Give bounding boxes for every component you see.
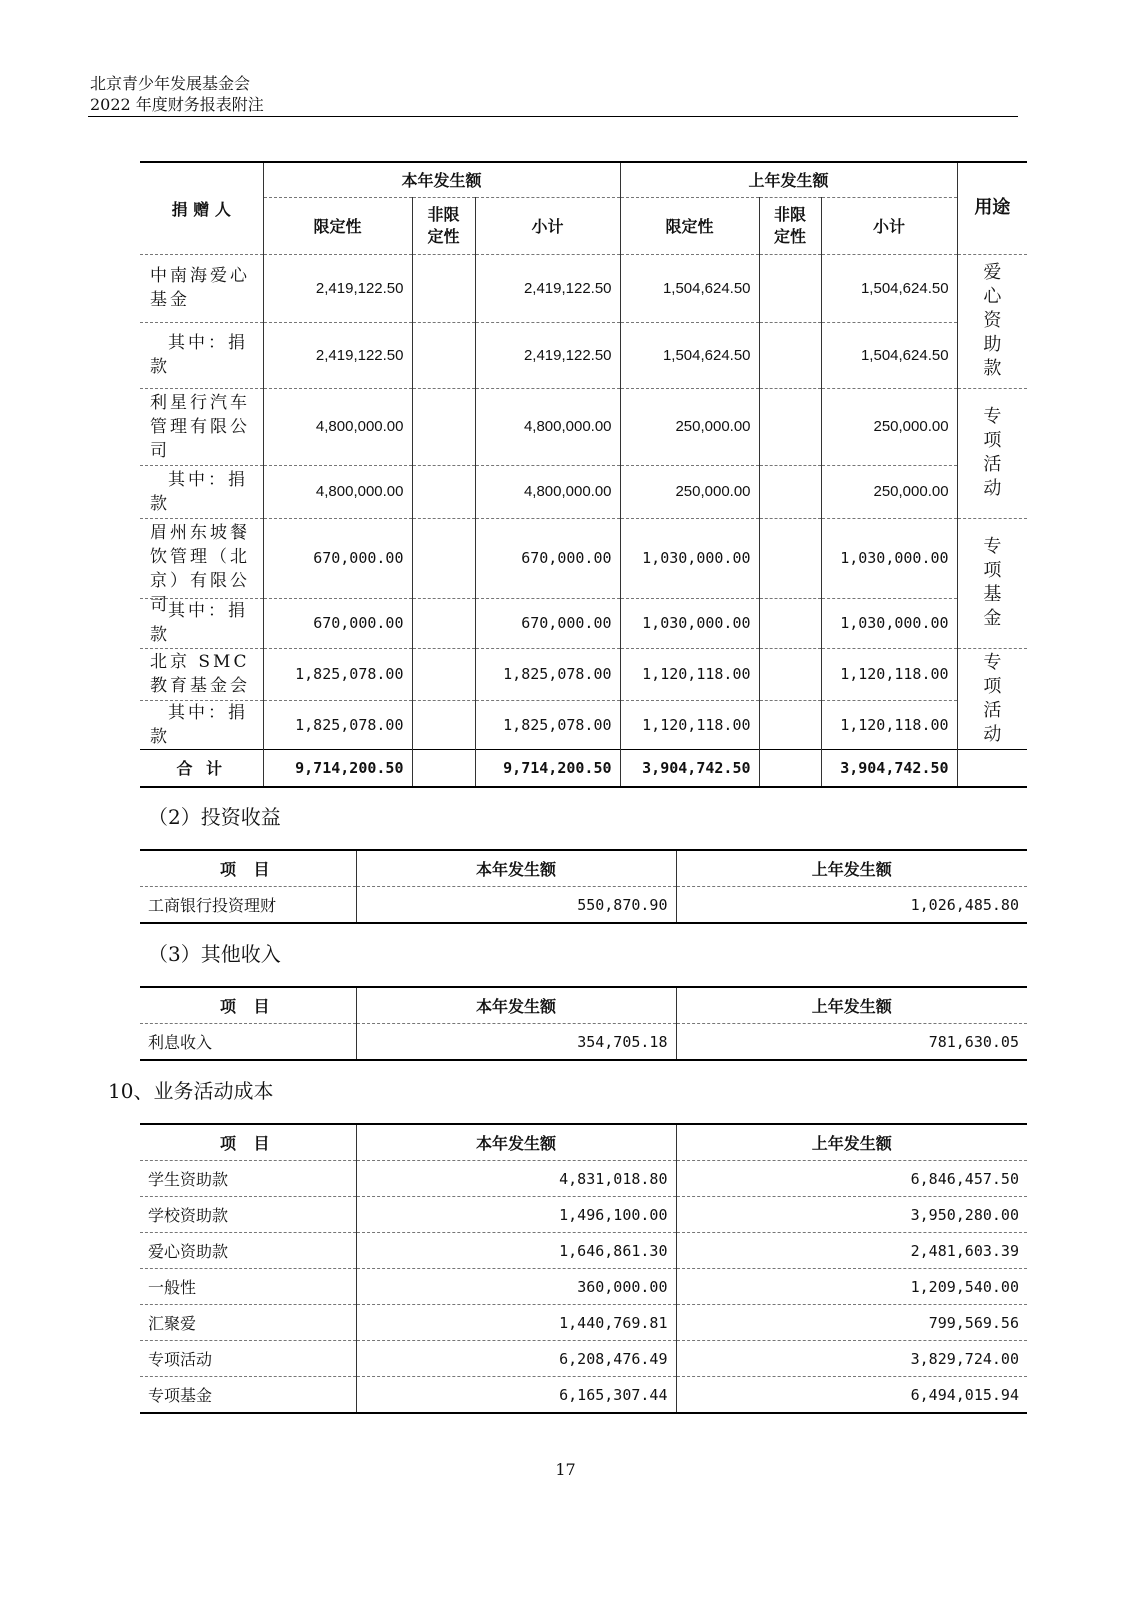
total-label: 合 计 <box>140 749 263 787</box>
col-prior-restricted: 限定性 <box>620 197 759 254</box>
row-item: 工商银行投资理财 <box>140 887 356 924</box>
use-label: 专项基金 <box>983 536 1002 629</box>
cell-pri-restricted: 1,030,000.00 <box>620 518 759 598</box>
col-prior: 上年发生额 <box>676 850 1027 887</box>
header-rule <box>88 116 1018 117</box>
total-pri-restricted: 3,904,742.50 <box>620 749 759 787</box>
total-cur-unrestricted <box>412 749 475 787</box>
col-donor: 捐 赠 人 <box>140 162 263 254</box>
use-label: 专项活动 <box>983 651 1002 745</box>
total-pri-subtotal: 3,904,742.50 <box>821 749 957 787</box>
table-row <box>140 388 1027 465</box>
use-label: 专项活动 <box>983 406 1002 499</box>
cell-pri-unrestricted <box>759 700 821 749</box>
col-prior: 上年发生额 <box>676 987 1027 1024</box>
cell-pri-subtotal: 1,504,624.50 <box>821 254 957 322</box>
col-current: 本年发生额 <box>356 1124 676 1161</box>
donor-name <box>140 518 263 615</box>
cell-cur-unrestricted <box>412 322 475 388</box>
cell-cur-unrestricted <box>412 700 475 749</box>
row-item: 利息收入 <box>140 1024 356 1061</box>
cell-pri-restricted: 250,000.00 <box>620 465 759 518</box>
cell-cur-restricted: 2,419,122.50 <box>263 254 412 322</box>
cell-cur-subtotal: 670,000.00 <box>475 518 620 598</box>
header-doc-title: 2022 年度财务报表附注 <box>90 95 264 114</box>
cell-cur-restricted: 1,825,078.00 <box>263 648 412 700</box>
total-cur-restricted: 9,714,200.50 <box>263 749 412 787</box>
cell-pri-unrestricted <box>759 518 821 598</box>
col-prior-subtotal: 小计 <box>821 197 957 254</box>
cell-pri-unrestricted <box>759 465 821 518</box>
total-use <box>957 749 1027 787</box>
cell-pri-unrestricted <box>759 598 821 648</box>
table-row <box>140 465 1027 518</box>
col-item: 项 目 <box>140 987 356 1024</box>
col-current-restricted: 限定性 <box>263 197 412 254</box>
table-row <box>140 1269 1027 1305</box>
section-activity-cost-title: 10、业务活动成本 <box>108 1079 274 1103</box>
table-row <box>140 887 1027 924</box>
cell-pri-subtotal: 250,000.00 <box>821 388 957 465</box>
cell-pri-subtotal: 1,504,624.50 <box>821 322 957 388</box>
cell-pri-subtotal: 1,120,118.00 <box>821 648 957 700</box>
cell-cur-subtotal: 1,825,078.00 <box>475 648 620 700</box>
cell-cur-unrestricted <box>412 465 475 518</box>
col-item: 项 目 <box>140 850 356 887</box>
cell-pri-subtotal: 1,120,118.00 <box>821 700 957 749</box>
table-row <box>140 254 1027 322</box>
col-use: 用途 <box>957 162 1027 254</box>
donor-name: 北京 SMC 教育基金会 <box>140 648 263 700</box>
donation-table <box>140 161 1027 788</box>
col-current-year: 本年发生额 <box>263 162 620 197</box>
cell-cur-unrestricted <box>412 388 475 465</box>
section-other-income-title: （3）其他收入 <box>148 942 281 966</box>
donor-name: 其中：捐款 <box>140 700 263 749</box>
activity-cost-table <box>140 1123 1027 1414</box>
row-current: 1,496,100.00 <box>356 1197 676 1233</box>
cell-pri-unrestricted <box>759 254 821 322</box>
cell-cur-unrestricted <box>412 518 475 598</box>
cell-cur-restricted: 2,419,122.50 <box>263 322 412 388</box>
row-current: 550,870.90 <box>356 887 676 924</box>
col-item: 项 目 <box>140 1124 356 1161</box>
row-item: 专项活动 <box>140 1341 356 1377</box>
row-item: 专项基金 <box>140 1377 356 1414</box>
cell-cur-subtotal: 4,800,000.00 <box>475 388 620 465</box>
cell-pri-restricted: 1,504,624.50 <box>620 254 759 322</box>
col-prior-unrestricted: 非限定性 <box>759 197 821 254</box>
row-prior: 799,569.56 <box>676 1305 1027 1341</box>
row-item: 学生资助款 <box>140 1161 356 1197</box>
row-item: 汇聚爱 <box>140 1305 356 1341</box>
cell-cur-restricted: 670,000.00 <box>263 518 412 598</box>
table-row <box>140 1197 1027 1233</box>
row-current: 1,646,861.30 <box>356 1233 676 1269</box>
donor-name: 其中：捐款 <box>140 465 263 518</box>
col-prior: 上年发生额 <box>676 1124 1027 1161</box>
table-row <box>140 1024 1027 1061</box>
cell-pri-subtotal: 250,000.00 <box>821 465 957 518</box>
investment-table <box>140 849 1027 924</box>
cell-cur-subtotal: 2,419,122.50 <box>475 254 620 322</box>
use-cell <box>957 254 1027 388</box>
cell-cur-restricted: 1,825,078.00 <box>263 700 412 749</box>
row-current: 360,000.00 <box>356 1269 676 1305</box>
donor-name: 其中：捐款 <box>140 598 263 648</box>
cell-cur-subtotal: 1,825,078.00 <box>475 700 620 749</box>
cell-pri-restricted: 1,120,118.00 <box>620 700 759 749</box>
table-row <box>140 518 1027 598</box>
cell-cur-restricted: 670,000.00 <box>263 598 412 648</box>
row-prior: 3,829,724.00 <box>676 1341 1027 1377</box>
donor-name: 中南海爱心基金 <box>140 254 263 322</box>
row-current: 354,705.18 <box>356 1024 676 1061</box>
table-row <box>140 1341 1027 1377</box>
donor-name: 利星行汽车管理有限公司 <box>140 388 263 465</box>
row-prior: 1,209,540.00 <box>676 1269 1027 1305</box>
total-cur-subtotal: 9,714,200.50 <box>475 749 620 787</box>
table-row <box>140 700 1027 749</box>
col-current-subtotal: 小计 <box>475 197 620 254</box>
cell-pri-unrestricted <box>759 648 821 700</box>
row-prior: 6,494,015.94 <box>910 1385 1019 1404</box>
row-item: 爱心资助款 <box>140 1233 356 1269</box>
cell-cur-restricted: 4,800,000.00 <box>263 465 412 518</box>
table-row <box>140 1161 1027 1197</box>
cell-pri-unrestricted <box>759 388 821 465</box>
table-row <box>140 1233 1027 1269</box>
donor-name: 其中：捐款 <box>140 322 263 388</box>
total-pri-unrestricted <box>759 749 821 787</box>
row-prior: 1,026,485.80 <box>910 895 1019 914</box>
row-prior: 2,481,603.39 <box>676 1233 1027 1269</box>
cell-cur-unrestricted <box>412 648 475 700</box>
cell-cur-restricted: 4,800,000.00 <box>263 388 412 465</box>
cell-pri-restricted: 1,030,000.00 <box>620 598 759 648</box>
cell-pri-restricted: 1,504,624.50 <box>620 322 759 388</box>
header-org: 北京青少年发展基金会 <box>90 74 251 93</box>
col-current: 本年发生额 <box>356 850 676 887</box>
col-prior-year: 上年发生额 <box>620 162 957 197</box>
col-current: 本年发生额 <box>356 987 676 1024</box>
cell-pri-unrestricted <box>759 322 821 388</box>
row-current: 6,165,307.44 <box>356 1377 676 1414</box>
use-cell <box>957 518 1027 648</box>
table-row <box>140 648 1027 700</box>
cell-cur-subtotal: 670,000.00 <box>475 598 620 648</box>
cell-cur-unrestricted <box>412 598 475 648</box>
cell-pri-subtotal: 1,030,000.00 <box>821 598 957 648</box>
table-row <box>140 322 1027 388</box>
row-prior: 3,950,280.00 <box>676 1197 1027 1233</box>
cell-pri-restricted: 250,000.00 <box>620 388 759 465</box>
row-prior: 781,630.05 <box>928 1032 1019 1051</box>
cell-cur-subtotal: 4,800,000.00 <box>475 465 620 518</box>
table-row <box>140 1305 1027 1341</box>
page-number: 17 <box>555 1460 576 1479</box>
cell-pri-subtotal: 1,030,000.00 <box>821 518 957 598</box>
use-cell <box>957 388 1027 518</box>
table-row <box>140 1377 1027 1414</box>
row-prior: 6,846,457.50 <box>676 1161 1027 1197</box>
other-income-table <box>140 986 1027 1061</box>
row-current: 6,208,476.49 <box>356 1341 676 1377</box>
col-current-unrestricted: 非限定性 <box>412 197 475 254</box>
use-cell <box>957 648 1027 749</box>
section-investment-title: （2）投资收益 <box>148 805 281 829</box>
table-row <box>140 598 1027 648</box>
row-current: 4,831,018.80 <box>356 1161 676 1197</box>
cell-pri-restricted: 1,120,118.00 <box>620 648 759 700</box>
use-label: 爱心资助款 <box>983 262 1002 379</box>
cell-cur-unrestricted <box>412 254 475 322</box>
donor-name-text: 眉州东坡餐饮管理（北京）有限公司 <box>150 523 250 615</box>
row-item: 学校资助款 <box>140 1197 356 1233</box>
row-item: 一般性 <box>140 1269 356 1305</box>
total-row <box>140 749 1027 787</box>
cell-cur-subtotal: 2,419,122.50 <box>475 322 620 388</box>
row-current: 1,440,769.81 <box>356 1305 676 1341</box>
